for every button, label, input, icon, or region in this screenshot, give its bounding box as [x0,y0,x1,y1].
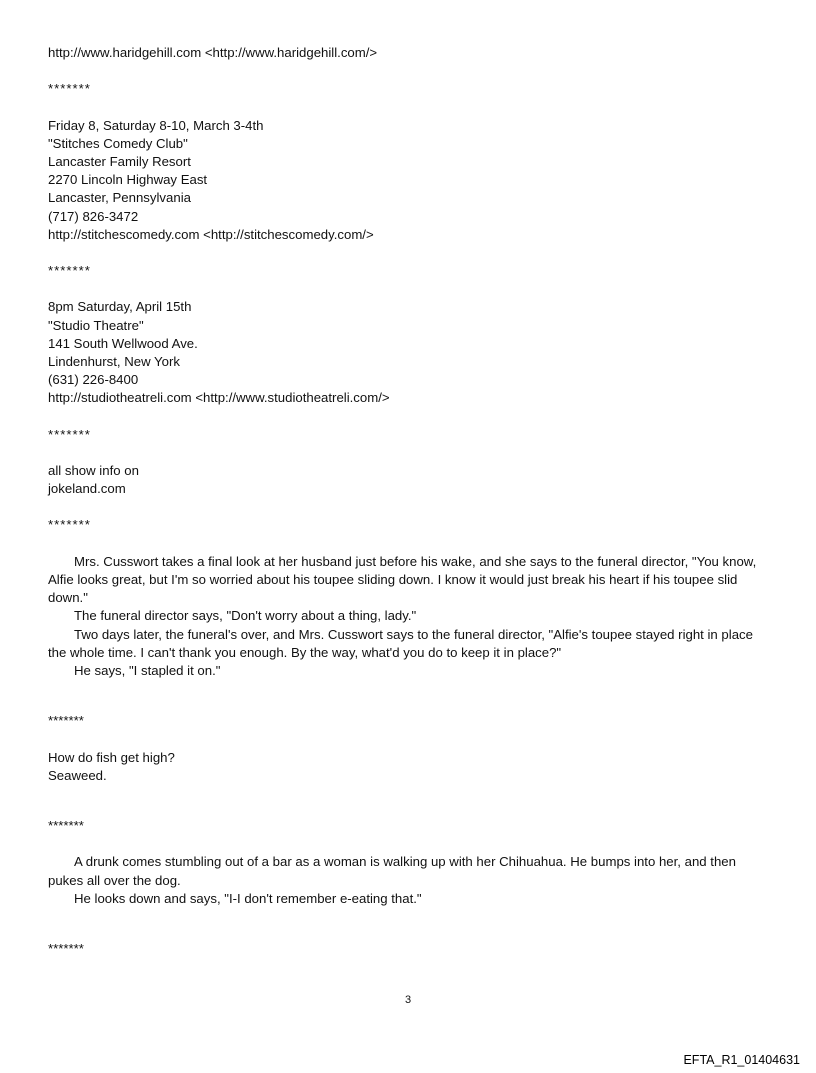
venue-location: Lancaster Family Resort [48,154,191,169]
separator: ******* [48,81,91,97]
venue-street: 141 South Wellwood Ave. [48,335,198,351]
joke-paragraph: He looks down and says, "I-I don't remember e-eating that." [74,890,422,906]
separator: ******* [48,517,91,533]
bates-number: EFTA_R1_01404631 [683,1053,800,1067]
event-date: 8pm Saturday, April 15th [48,299,192,315]
show-info-site[interactable]: jokeland.com [48,481,126,497]
venue-phone: (717) 826-3472 [48,208,139,224]
venue-link[interactable]: http://stitchescomedy.com <http://stitchescomedy.com/> [48,226,374,242]
venue-city: Lancaster, Pennsylvania [48,190,191,206]
joke-paragraph: Two days later, the funeral's over, and Mrs. Cusswort says to the funeral director, "Alfie's toupee stayed right in place the whole time. I can't thank you enough. By the way, what'd you do to keep it in place?" [48,626,753,660]
separator: ******* [48,426,91,442]
venue-street: 2270 Lincoln Highway East [48,172,208,188]
venue-city: Lindenhurst, New York [48,354,180,370]
separator: ******* [48,941,84,957]
website-link[interactable]: http://www.haridgehill.com <http://www.haridgehill.com/> [48,45,378,60]
separator: ******* [48,713,84,729]
venue-phone: (631) 226-8400 [48,372,139,388]
joke-answer: Seaweed. [48,767,107,783]
venue-name: "Stitches Comedy Club" [48,135,188,151]
joke-paragraph: A drunk comes stumbling out of a bar as a woman is walking up with her Chihuahua. He bumps into her, and then pukes all over the dog. [48,854,736,888]
joke-question: How do fish get high? [48,749,175,765]
joke-paragraph: The funeral director says, "Don't worry about a thing, lady." [74,608,417,624]
document-body [48,44,768,958]
venue-link[interactable]: http://studiotheatreli.com <http://www.studiotheatreli.com/> [48,390,390,406]
event-stitches [48,117,768,244]
show-info [48,462,768,498]
separator: ******* [48,263,91,279]
joke-drunk [48,853,768,908]
joke-paragraph: Mrs. Cusswort takes a final look at her husband just before his wake, and she says to the funeral director, "You know, Alfie looks great, but I'm so worried about his toupee sliding down. I know it would just break his heart if his toupee slid down." [48,553,757,606]
joke-fish [48,749,768,785]
event-studio-theatre [48,298,768,407]
event-date: Friday 8, Saturday 8-10, March 3-4th [48,117,264,133]
page-number: 3 [404,994,412,1006]
venue-name: "Studio Theatre" [48,317,144,333]
separator: ******* [48,818,84,834]
show-info-text: all show info on [48,463,139,479]
joke-paragraph: He says, "I stapled it on." [74,663,221,679]
joke-toupee [48,553,768,680]
